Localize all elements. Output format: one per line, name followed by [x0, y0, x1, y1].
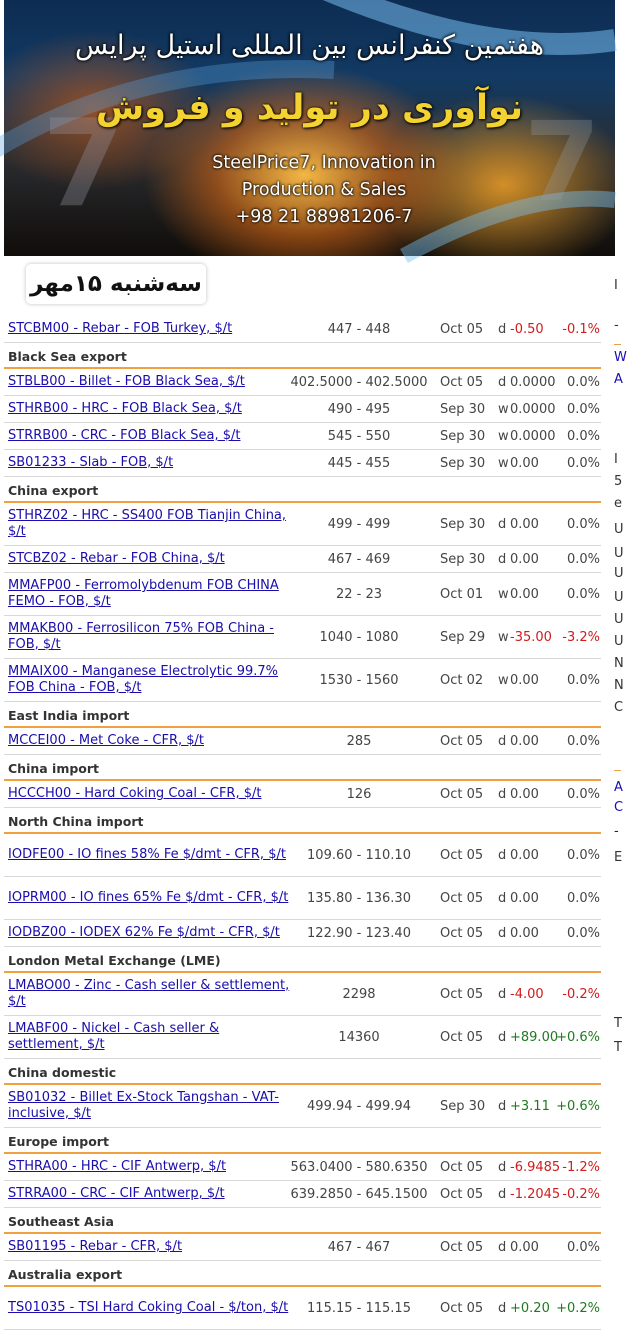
price-range: 14360: [338, 1029, 380, 1045]
category-header: [4, 1208, 601, 1234]
right-column-fragment: T: [614, 1040, 622, 1055]
change-percent: -1.2%: [562, 1159, 600, 1175]
symbol-link[interactable]: STHRA00 - HRC - CIF Antwerp, $/t: [8, 1159, 227, 1174]
right-column-fragment: U: [614, 612, 624, 627]
table-row: [4, 1085, 601, 1128]
change-percent: 0.0%: [566, 401, 600, 417]
change-percent: 0.0%: [566, 586, 600, 602]
banner-persian-subtitle: نوآوری در تولید و فروش: [95, 88, 524, 128]
change-value: 0.00: [510, 890, 539, 906]
table-row: [4, 503, 601, 546]
category-label: Southeast Asia: [8, 1214, 114, 1229]
category-header: [4, 1059, 601, 1085]
table-row: [4, 834, 601, 877]
price-range: 447 - 448: [327, 321, 391, 337]
change-percent: 0.0%: [566, 1239, 600, 1255]
frequency: d: [498, 551, 507, 567]
change-value: 0.00: [510, 847, 539, 863]
right-column-fragment: U: [614, 590, 624, 605]
frequency: d: [498, 890, 507, 906]
assessment-date: Oct 05: [440, 890, 484, 906]
symbol-link[interactable]: STHRZ02 - HRC - SS400 FOB Tianjin China, $/t: [8, 508, 287, 539]
symbol-link[interactable]: LMABO00 - Zinc - Cash seller & settlement, $/t: [8, 978, 290, 1009]
change-value: 0.00: [510, 1239, 539, 1255]
change-percent: -0.2%: [562, 1186, 600, 1202]
change-value: 0.0000: [510, 428, 556, 444]
svg-text:7: 7: [42, 95, 126, 234]
frequency: w: [498, 629, 509, 645]
right-column-fragment: I: [614, 452, 618, 467]
symbol-link[interactable]: IODBZ00 - IODEX 62% Fe $/dmt - CFR, $/t: [8, 925, 280, 940]
right-column-fragment: N: [614, 678, 624, 693]
change-percent: 0.0%: [566, 455, 600, 471]
right-column-fragment: U: [614, 546, 624, 561]
change-percent: 0.0%: [566, 786, 600, 802]
change-percent: -0.1%: [562, 321, 600, 337]
price-range: 122.90 - 123.40: [307, 925, 411, 941]
change-value: 0.00: [510, 455, 539, 471]
frequency: w: [498, 672, 509, 688]
price-range: 499 - 499: [327, 516, 391, 532]
change-value: 0.00: [510, 672, 539, 688]
price-range: 545 - 550: [327, 428, 391, 444]
right-column-fragment: U: [614, 634, 624, 649]
price-range: 639.2850 - 645.1500: [290, 1186, 428, 1202]
change-value: 0.0000: [510, 374, 556, 390]
assessment-date: Oct 05: [440, 1239, 484, 1255]
table-row: [4, 316, 601, 343]
frequency: w: [498, 586, 509, 602]
frequency: w: [498, 401, 509, 417]
change-percent: +0.2%: [556, 1300, 600, 1316]
price-range: 467 - 469: [327, 551, 391, 567]
assessment-date: Oct 02: [440, 672, 484, 688]
assessment-date: Sep 30: [440, 516, 486, 532]
right-column-fragment: W: [614, 350, 627, 365]
banner-english-text: [174, 150, 474, 231]
price-range: 445 - 455: [327, 455, 391, 471]
banner-phone: +98 21 88981206-7: [235, 207, 413, 227]
symbol-link[interactable]: STRRB00 - CRC - FOB Black Sea, $/t: [8, 428, 241, 443]
table-row: [4, 1016, 601, 1059]
svg-text:7: 7: [524, 98, 601, 226]
assessment-date: Oct 05: [440, 1029, 484, 1045]
price-range: 285: [346, 733, 372, 749]
table-row: [4, 920, 601, 947]
table-row: [4, 781, 601, 808]
symbol-link[interactable]: STCBZ02 - Rebar - FOB China, $/t: [8, 551, 225, 566]
assessment-date: Oct 05: [440, 1159, 484, 1175]
banner-english-line-1: SteelPrice7, Innovation in: [212, 153, 436, 173]
frequency: d: [498, 1029, 507, 1045]
table-row: [4, 1234, 601, 1261]
conference-banner: [4, 0, 615, 256]
category-label: North China import: [8, 814, 144, 829]
frequency: d: [498, 1300, 507, 1316]
change-percent: 0.0%: [566, 890, 600, 906]
change-percent: +0.6%: [556, 1029, 600, 1045]
banner-english-line-2: Production & Sales: [241, 180, 407, 200]
symbol-link[interactable]: MCCEI00 - Met Coke - CFR, $/t: [8, 733, 205, 748]
category-label: Australia export: [8, 1267, 123, 1282]
change-value: 0.00: [510, 925, 539, 941]
symbol-link[interactable]: HCCCH00 - Hard Coking Coal - CFR, $/t: [8, 786, 262, 801]
right-column-fragment: U: [614, 522, 624, 537]
right-column-divider: [614, 344, 621, 345]
assessment-date: Sep 30: [440, 455, 486, 471]
right-column-fragment: U: [614, 566, 624, 581]
right-column-fragment: T: [614, 1016, 622, 1031]
assessment-date: Sep 29: [440, 629, 486, 645]
frequency: d: [498, 986, 507, 1002]
symbol-link[interactable]: MMAIX00 - Manganese Electrolytic 99.7% FOB China - FOB, $/t: [8, 664, 279, 695]
right-column-fragment: 5: [614, 474, 623, 489]
table-row: [4, 616, 601, 659]
price-range: 115.15 - 115.15: [307, 1300, 411, 1316]
right-column-fragment: -: [614, 318, 619, 333]
change-value: -1.2045: [510, 1186, 561, 1202]
price-range: 2298: [342, 986, 376, 1002]
price-range: 402.5000 - 402.5000: [290, 374, 428, 390]
assessment-date: Oct 05: [440, 925, 484, 941]
symbol-link[interactable]: SB01032 - Billet Ex-Stock Tangshan - VAT-inclusive, $/t: [8, 1090, 279, 1121]
change-value: 0.00: [510, 516, 539, 532]
right-column-fragment: -: [614, 824, 619, 839]
right-column-divider: [614, 770, 621, 771]
assessment-date: Oct 05: [440, 1300, 484, 1316]
right-column-fragment: C: [614, 800, 624, 815]
price-table: [4, 316, 601, 1330]
table-row: [4, 1154, 601, 1181]
assessment-date: Oct 05: [440, 986, 484, 1002]
change-value: 0.00: [510, 786, 539, 802]
category-label: China import: [8, 761, 100, 776]
table-row: [4, 973, 601, 1016]
frequency: d: [498, 733, 507, 749]
table-row: [4, 546, 601, 573]
assessment-date: Sep 30: [440, 1098, 486, 1114]
table-row: [4, 659, 601, 702]
right-column-fragment: N: [614, 656, 624, 671]
table-row: [4, 396, 601, 423]
price-range: 22 - 23: [335, 586, 383, 602]
change-value: 0.0000: [510, 401, 556, 417]
category-header: [4, 1261, 601, 1287]
assessment-date: Oct 05: [440, 786, 484, 802]
frequency: d: [498, 925, 507, 941]
symbol-link[interactable]: STCBM00 - Rebar - FOB Turkey, $/t: [8, 321, 233, 336]
right-column-fragment: C: [614, 700, 624, 715]
change-percent: 0.0%: [566, 374, 600, 390]
assessment-date: Oct 05: [440, 847, 484, 863]
symbol-link[interactable]: MMAKB00 - Ferrosilicon 75% FOB China - FOB, $/t: [8, 621, 274, 652]
price-range: 1040 - 1080: [319, 629, 399, 645]
frequency: d: [498, 516, 507, 532]
assessment-date: Sep 30: [440, 551, 486, 567]
change-value: +89.00: [510, 1029, 559, 1045]
symbol-link[interactable]: IODFE00 - IO fines 58% Fe $/dmt - CFR, $/t: [8, 847, 286, 862]
symbol-link[interactable]: LMABF00 - Nickel - Cash seller & settlement, $/t: [8, 1021, 220, 1052]
category-label: China export: [8, 483, 99, 498]
category-header: [4, 477, 601, 503]
price-range: 499.94 - 499.94: [307, 1098, 411, 1114]
price-range: 467 - 467: [327, 1239, 391, 1255]
frequency: d: [498, 1186, 507, 1202]
symbol-link[interactable]: TS01035 - TSI Hard Coking Coal - $/ton, $/t: [8, 1300, 289, 1315]
change-percent: -0.2%: [562, 986, 600, 1002]
change-value: +3.11: [510, 1098, 550, 1114]
assessment-date: Oct 05: [440, 374, 484, 390]
right-column-fragment: A: [614, 780, 623, 795]
assessment-date: Oct 01: [440, 586, 484, 602]
frequency: w: [498, 455, 509, 471]
category-header: [4, 343, 601, 369]
change-value: 0.00: [510, 733, 539, 749]
frequency: d: [498, 847, 507, 863]
category-label: East India import: [8, 708, 130, 723]
assessment-date: Sep 30: [440, 401, 486, 417]
change-value: 0.00: [510, 586, 539, 602]
table-row: [4, 1181, 601, 1208]
frequency: d: [498, 1159, 507, 1175]
category-label: Black Sea export: [8, 349, 127, 364]
change-percent: 0.0%: [566, 733, 600, 749]
change-value: -35.00: [510, 629, 552, 645]
price-range: 109.60 - 110.10: [307, 847, 411, 863]
symbol-link[interactable]: STHRB00 - HRC - FOB Black Sea, $/t: [8, 401, 242, 416]
price-range: 490 - 495: [327, 401, 391, 417]
category-header: [4, 1128, 601, 1154]
frequency: w: [498, 428, 509, 444]
assessment-date: Oct 05: [440, 1186, 484, 1202]
symbol-link[interactable]: IOPRM00 - IO fines 65% Fe $/dmt - CFR, $/t: [8, 890, 289, 905]
price-range: 126: [346, 786, 372, 802]
price-range: 135.80 - 136.30: [307, 890, 411, 906]
right-column-fragment: E: [614, 850, 623, 865]
category-header: [4, 947, 601, 973]
banner-persian-title: هفتمین کنفرانس بین المللی استیل پرایس: [75, 30, 544, 61]
frequency: d: [498, 1239, 507, 1255]
category-label: London Metal Exchange (LME): [8, 953, 221, 968]
change-value: -6.9485: [510, 1159, 561, 1175]
change-percent: -3.2%: [562, 629, 600, 645]
symbol-link[interactable]: SB01195 - Rebar - CFR, $/t: [8, 1239, 183, 1254]
table-row: [4, 877, 601, 920]
right-side-cropped-column: [614, 0, 627, 1277]
frequency: d: [498, 786, 507, 802]
category-label: Europe import: [8, 1134, 109, 1149]
price-range: 563.0400 - 580.6350: [290, 1159, 428, 1175]
change-value: +0.20: [510, 1300, 550, 1316]
symbol-link[interactable]: STBLB00 - Billet - FOB Black Sea, $/t: [8, 374, 245, 389]
change-percent: 0.0%: [566, 551, 600, 567]
table-row: [4, 573, 601, 616]
category-header: [4, 702, 601, 728]
frequency: d: [498, 321, 507, 337]
date-badge: سه‌شنبه ۱۵مهر: [26, 264, 206, 304]
category-label: China domestic: [8, 1065, 117, 1080]
change-value: -4.00: [510, 986, 544, 1002]
table-row: [4, 1287, 601, 1330]
symbol-link[interactable]: STRRA00 - CRC - CIF Antwerp, $/t: [8, 1186, 225, 1201]
frequency: d: [498, 1098, 507, 1114]
table-row: [4, 728, 601, 755]
change-percent: 0.0%: [566, 847, 600, 863]
change-value: -0.50: [510, 321, 544, 337]
category-header: [4, 808, 601, 834]
table-row: [4, 369, 601, 396]
symbol-link[interactable]: SB01233 - Slab - FOB, $/t: [8, 455, 174, 470]
assessment-date: Oct 05: [440, 321, 484, 337]
table-row: [4, 423, 601, 450]
change-percent: 0.0%: [566, 516, 600, 532]
category-header: [4, 755, 601, 781]
assessment-date: Oct 05: [440, 733, 484, 749]
change-percent: 0.0%: [566, 428, 600, 444]
frequency: d: [498, 374, 507, 390]
right-column-fragment: A: [614, 372, 623, 387]
change-value: 0.00: [510, 551, 539, 567]
right-column-fragment: I: [614, 278, 618, 293]
assessment-date: Sep 30: [440, 428, 486, 444]
table-row: [4, 450, 601, 477]
change-percent: 0.0%: [566, 925, 600, 941]
symbol-link[interactable]: MMAFP00 - Ferromolybdenum FOB CHINA FEMO - FOB, $/t: [8, 578, 279, 609]
change-percent: 0.0%: [566, 672, 600, 688]
right-column-fragment: e: [614, 496, 622, 511]
price-range: 1530 - 1560: [319, 672, 399, 688]
change-percent: +0.6%: [556, 1098, 600, 1114]
